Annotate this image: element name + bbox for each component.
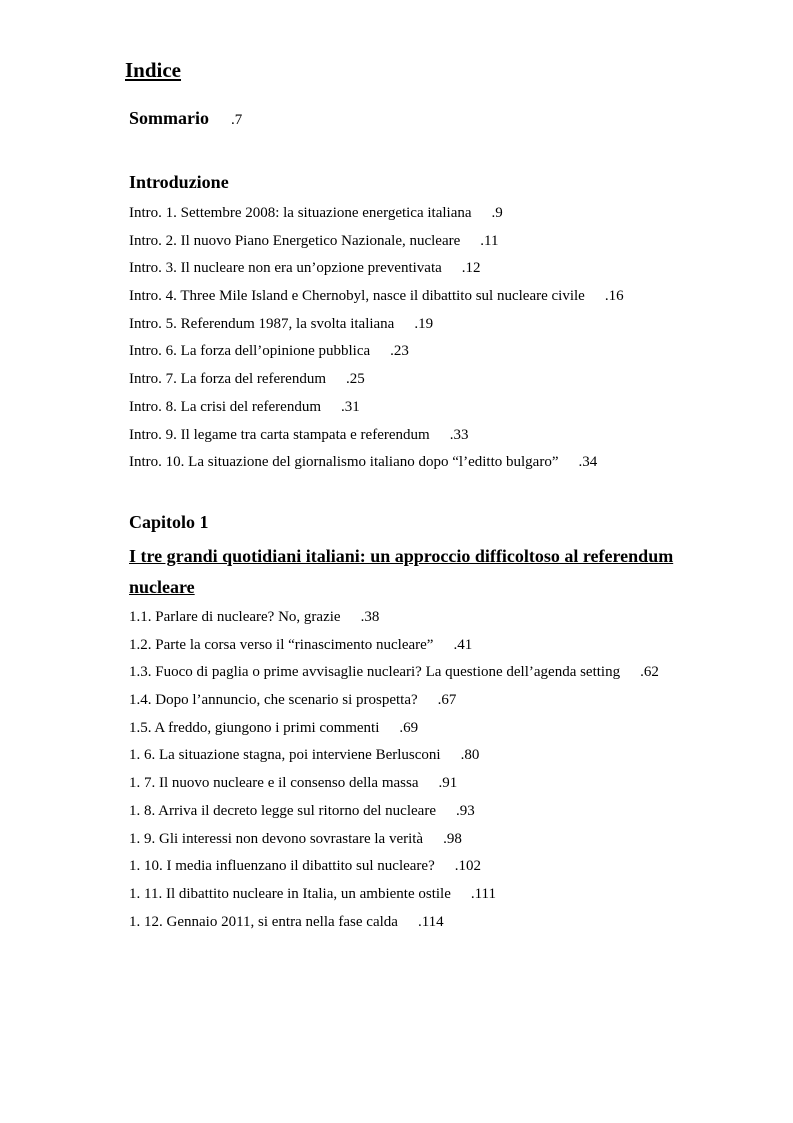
toc-entry-page: .67 <box>437 692 457 709</box>
toc-entry <box>129 909 659 937</box>
toc-entry-title: Intro. 9. Il legame tra carta stampata e referendum <box>129 426 430 443</box>
toc-entry-title: 1.3. Fuoco di paglia o prime avvisaglie nucleari? La questione dell’agenda setting <box>129 664 621 681</box>
toc-entry <box>129 632 659 660</box>
toc-entry <box>129 394 624 422</box>
toc-entry <box>129 798 659 826</box>
toc-entry <box>129 422 624 450</box>
toc-entry-page: .16 <box>604 288 624 305</box>
toc-entry-title: 1.4. Dopo l’annuncio, che scenario si prospetta? <box>129 692 418 709</box>
toc-entry-page: .98 <box>443 830 462 847</box>
toc-entry-page: .31 <box>341 398 360 415</box>
summary-label: Sommario <box>129 108 209 128</box>
toc-entry-title: Intro. 7. La forza del referendum <box>129 371 326 388</box>
toc-entry <box>129 826 659 854</box>
toc-entry <box>129 881 659 909</box>
toc-entry <box>129 770 659 798</box>
toc-entry <box>129 311 624 339</box>
toc-entry-title: 1. 12. Gennaio 2011, si entra nella fase calda <box>129 913 398 930</box>
toc-entry <box>129 715 659 743</box>
toc-entry <box>129 853 659 881</box>
toc-entry-title: 1. 9. Gli interessi non devono sovrastare la verità <box>129 830 424 847</box>
toc-entry-title: Intro. 2. Il nuovo Piano Energetico Nazionale, nucleare <box>129 232 461 249</box>
toc-entry <box>129 255 624 283</box>
toc-entry-page: .25 <box>346 371 365 388</box>
toc-entry-page: .38 <box>360 609 380 625</box>
toc-entry-title: 1.2. Parte la corsa verso il “rinascimento nucleare” <box>129 636 434 653</box>
toc-entry <box>129 449 624 477</box>
toc-entry-page: .91 <box>438 775 458 792</box>
toc-entry <box>129 283 624 311</box>
toc-entry-title: Intro. 8. La crisi del referendum <box>129 398 322 415</box>
toc-entry <box>129 604 659 632</box>
toc-entry-page: .11 <box>480 232 499 249</box>
toc-entry-page: .93 <box>455 802 475 819</box>
toc-entry-title: Intro. 1. Settembre 2008: la situazione energetica italiana <box>129 205 472 221</box>
toc-entry <box>129 742 659 770</box>
toc-entry-title: Intro. 6. La forza dell’opinione pubblica <box>129 343 371 360</box>
toc-entry-page: .80 <box>460 747 480 764</box>
toc-entry-title: 1. 7. Il nuovo nucleare e il consenso della massa <box>129 775 419 792</box>
toc-entry <box>129 659 659 687</box>
toc-entry <box>129 366 624 394</box>
summary-entry <box>129 108 242 129</box>
toc-entry-title: Intro. 5. Referendum 1987, la svolta italiana <box>129 315 395 332</box>
toc-entry-page: .114 <box>417 913 444 930</box>
toc-entry-page: .19 <box>414 315 434 332</box>
index-title: Indice <box>125 58 182 82</box>
toc-entry-page: .33 <box>449 426 469 443</box>
toc-entry-title: 1.5. A freddo, giungono i primi commenti <box>129 719 380 736</box>
toc-entry-title: 1.1. Parlare di nucleare? No, grazie <box>129 609 341 625</box>
toc-entry-title: Intro. 4. Three Mile Island e Chernobyl, nasce il dibattito sul nucleare civile <box>129 288 585 305</box>
toc-entry-page: .34 <box>578 454 598 471</box>
toc-entry-page: .111 <box>470 885 496 902</box>
toc-entry-page: .69 <box>399 719 419 736</box>
chapter1-heading: Capitolo 1 <box>129 512 209 532</box>
toc-entry-page: .62 <box>640 664 659 681</box>
toc-entry-title: 1. 10. I media influenzano il dibattito sul nucleare? <box>129 858 435 875</box>
toc-entry-page: .12 <box>461 260 481 277</box>
intro-heading: Introduzione <box>129 172 229 192</box>
toc-entry-page: .23 <box>390 343 409 360</box>
toc-entry <box>129 338 624 366</box>
toc-entry <box>129 228 624 256</box>
chapter1-title: I tre grandi quotidiani italiani: un approccio difficoltoso al referendum nucleare <box>129 546 674 597</box>
toc-entry <box>129 200 624 228</box>
summary-page: .7 <box>231 112 243 128</box>
toc-entry-page: .41 <box>453 636 473 653</box>
toc-entry-title: 1. 11. Il dibattito nucleare in Italia, un ambiente ostile <box>129 885 451 902</box>
toc-entry-page: .102 <box>454 858 481 875</box>
toc-entry-page: .9 <box>491 205 503 221</box>
toc-entry-title: Intro. 10. La situazione del giornalismo italiano dopo “l’editto bulgaro” <box>129 454 559 471</box>
intro-entries <box>129 200 624 477</box>
toc-entry <box>129 687 659 715</box>
toc-entry-title: Intro. 3. Il nucleare non era un’opzione preventivata <box>129 260 442 277</box>
toc-entry-title: 1. 6. La situazione stagna, poi interviene Berlusconi <box>129 747 441 764</box>
chapter1-entries <box>129 604 659 936</box>
toc-entry-title: 1. 8. Arriva il decreto legge sul ritorno del nucleare <box>129 802 436 819</box>
